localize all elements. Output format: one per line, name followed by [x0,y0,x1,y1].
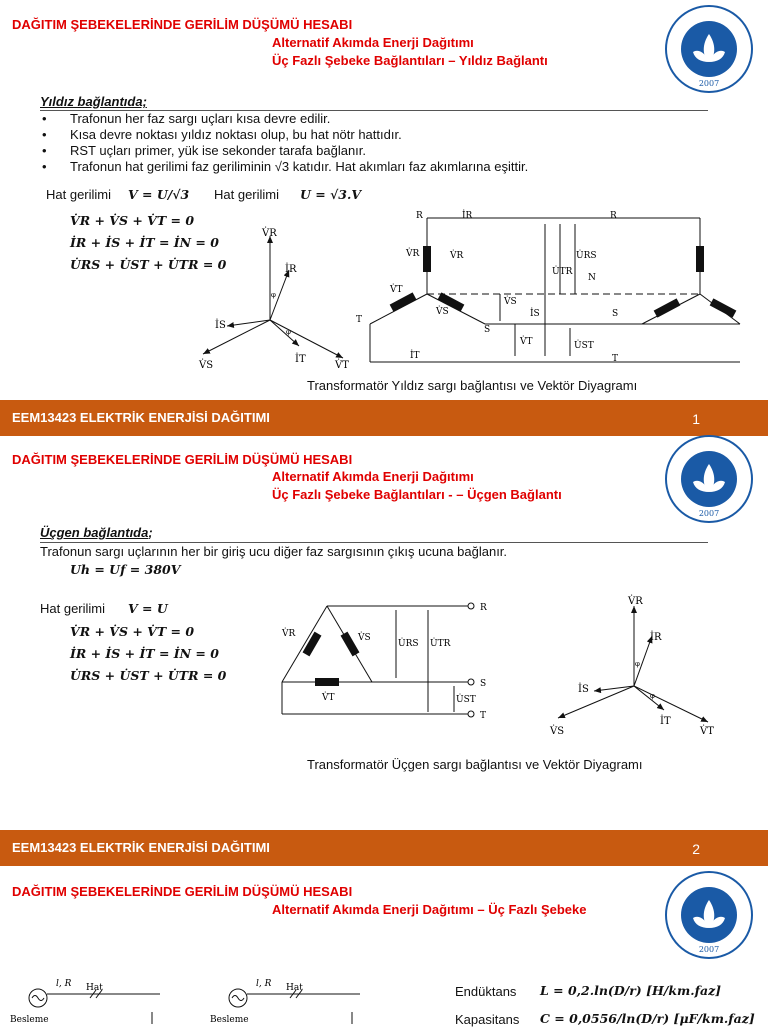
figure-caption: Transformatör Üçgen sargı bağlantısı ve Vektör Diyagramı [307,757,643,772]
svg-text:İS: İS [530,309,540,319]
svg-text:T: T [356,315,363,325]
divider [40,542,708,543]
delta-circuit-diagram [272,596,502,726]
capacitance-label: Kapasitans [455,1012,520,1027]
hat-label: Hat gerilimi [214,187,280,202]
figure-caption: Transformatör Yıldız sargı bağlantısı ve Vektör Diyagramı [307,378,638,393]
svg-text:İT: İT [410,351,420,361]
svg-text:S: S [612,309,619,319]
svg-text:2007: 2007 [698,945,720,954]
svg-text:Hat: Hat [286,983,303,993]
svg-text:φ: φ [271,291,276,299]
slide-subtitle: Alternatif Akımda Enerji Dağıtımı [272,469,474,484]
svg-text:l, R: l, R [56,979,72,989]
svg-text:V̇S: V̇S [504,297,517,307]
svg-text:U̇RS: U̇RS [576,251,597,261]
svg-text:T: T [612,354,619,364]
body-text: Trafonun sargı uçlarının her bir giriş ucu diğer faz sargısının çıkış ucuna bağlanır. [40,544,508,559]
hat-label: Hat gerilimi [40,601,106,616]
svg-text:S: S [480,679,487,689]
svg-text:Besleme: Besleme [10,1015,49,1024]
svg-text:V̇T: V̇T [700,726,714,737]
course-title: EEM13423 ELEKTRİK ENERJİSİ DAĞITIMI [12,840,270,855]
equation: C = 0,0556/ln(D/r) [μF/km.faz] [540,1011,755,1026]
equation: U̇RS + U̇ST + U̇TR = 0 [70,257,227,272]
svg-text:R: R [610,211,617,221]
slide-title: DAĞITIM ŞEBEKELERİNDE GERİLİM DÜŞÜMÜ HESABI [12,452,353,467]
university-logo [664,870,754,960]
equation: V̇R + V̇S + V̇T = 0 [70,213,195,228]
svg-text:İT: İT [660,716,671,727]
slide-title: DAĞITIM ŞEBEKELERİNDE GERİLİM DÜŞÜMÜ HESABI [12,884,353,899]
svg-text:V̇R: V̇R [628,596,643,607]
equation: U̇RS + U̇ST + U̇TR = 0 [70,668,227,683]
slide-subtitle: Üç Fazlı Şebeke Bağlantıları - – Üçgen Bağlantı [272,487,562,502]
svg-text:l, R: l, R [256,979,272,989]
footer-bar [0,830,768,866]
equation: U = √3.V [300,187,362,202]
svg-text:İR: İR [285,264,297,275]
svg-text:Besleme: Besleme [210,1015,249,1024]
svg-text:V̇R: V̇R [406,249,420,259]
svg-text:V̇T: V̇T [520,337,533,347]
equation: V = U/√3 [128,187,190,202]
equation: V = U [128,601,168,616]
list-item: • Trafonun her faz sargı uçları kısa devre edilir. [40,111,730,127]
svg-text:2007: 2007 [698,509,720,518]
slide-subtitle: Alternatif Akımda Enerji Dağıtımı – Üç Fazlı Şebeke [272,902,587,917]
svg-text:V̇R: V̇R [282,629,296,639]
equation: İR + İS + İT = İN = 0 [70,235,219,250]
svg-text:U̇TR: U̇TR [430,639,451,649]
slide-3 [0,866,768,1027]
svg-text:N: N [588,273,596,283]
inductance-label: Endüktans [455,984,517,999]
section-heading: Yıldız bağlantıda; [40,94,147,109]
svg-text:V̇R: V̇R [450,251,464,261]
star-vector-diagram [195,222,355,372]
svg-text:T: T [480,711,487,721]
equation: L = 0,2.ln(D/r) [H/km.faz] [540,983,722,998]
svg-text:İS: İS [215,320,226,331]
svg-text:V̇S: V̇S [436,307,449,317]
slide-subtitle: Üç Fazlı Şebeke Bağlantıları – Yıldız Bağlantı [272,53,548,68]
svg-text:V̇T: V̇T [390,285,403,295]
equation: V̇R + V̇S + V̇T = 0 [70,624,195,639]
svg-text:İS: İS [578,684,589,695]
page-number: 2 [692,841,700,857]
section-heading: Üçgen bağlantıda; [40,525,153,540]
university-logo [664,434,754,524]
svg-text:R: R [416,211,423,221]
slide-2 [0,436,768,828]
svg-text:U̇TR: U̇TR [552,267,573,277]
svg-text:R: R [480,603,487,613]
svg-text:φ: φ [286,328,291,336]
svg-text:V̇R: V̇R [262,228,277,239]
list-item: • Kısa devre noktası yıldız noktası olup, bu hat nötr hattıdır. [40,127,730,143]
svg-text:φ: φ [635,660,640,668]
svg-text:İT: İT [295,354,306,365]
equation: İR + İS + İT = İN = 0 [70,646,219,661]
svg-text:Hat: Hat [86,983,103,993]
svg-text:φ: φ [650,692,655,700]
svg-text:V̇S: V̇S [550,726,565,737]
svg-text:V̇T: V̇T [322,693,335,703]
line-diagram [10,974,390,1024]
svg-text:V̇S: V̇S [358,633,371,643]
equation: Uh = Uf = 380V [70,562,181,577]
svg-text:2007: 2007 [698,79,720,88]
hat-label: Hat gerilimi [46,187,112,202]
university-logo [664,4,754,94]
svg-text:S: S [484,325,491,335]
course-title: EEM13423 ELEKTRİK ENERJİSİ DAĞITIMI [12,410,270,425]
svg-text:U̇ST: U̇ST [456,695,476,705]
page-number: 1 [692,411,700,427]
footer-bar [0,400,768,436]
slide-title: DAĞITIM ŞEBEKELERİNDE GERİLİM DÜŞÜMÜ HESABI [12,17,353,32]
svg-text:İR: İR [650,632,662,643]
delta-vector-diagram [538,588,718,738]
svg-text:V̇S: V̇S [199,360,214,371]
list-item: • Trafonun hat gerilimi faz geriliminin √3 katıdır. Hat akımları faz akımlarına eşittir. [40,159,730,175]
svg-text:U̇ST: U̇ST [574,341,594,351]
slide-subtitle: Alternatif Akımda Enerji Dağıtımı [272,35,474,50]
slide-1 [0,0,768,400]
list-item: • RST uçları primer, yük ise sekonder tarafa bağlanır. [40,143,730,159]
svg-text:İR: İR [462,211,473,221]
bullet-list [40,111,730,175]
svg-text:U̇RS: U̇RS [398,639,419,649]
star-circuit-diagram [350,206,750,368]
svg-text:V̇T: V̇T [335,360,349,371]
